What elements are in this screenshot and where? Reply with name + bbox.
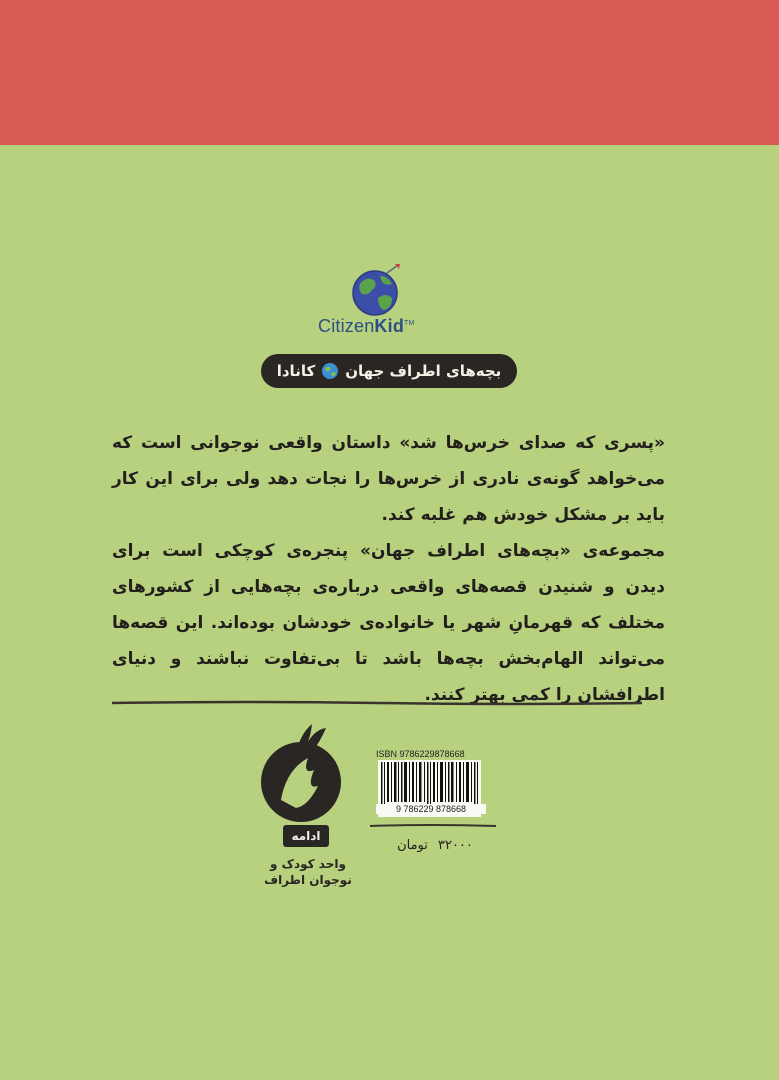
brand-name-bold: Kid — [374, 316, 405, 336]
publisher-unit-line-1: واحد کودک و — [270, 857, 346, 871]
series-country: کانادا — [276, 362, 316, 380]
top-color-band — [0, 0, 779, 145]
description-text — [112, 425, 665, 713]
citizenkid-logo — [318, 316, 458, 337]
barcode-number: 9 786229 878668 — [376, 804, 486, 814]
series-label: بچه‌های اطراف جهان — [345, 362, 502, 380]
underline-stroke — [370, 824, 496, 828]
price-label: ۳۲۰۰۰ تومان — [397, 838, 473, 853]
globe-icon — [321, 362, 339, 380]
isbn-label: ISBN 9786229878668 — [376, 749, 465, 759]
publisher-unit — [248, 856, 368, 888]
description-paragraph-2: مجموعه‌ی «بچه‌های اطراف جهان» پنجره‌ی کوچکی است برای دیدن و شنیدن قصه‌های واقعی درباره‌ی بچه‌هایی از کشورهای مختلف که قهرمانِ شهر یا خانواده‌ی خودشان بوده‌اند. این قصه‌ها می‌تواند الهام‌بخش بچه‌ها باشد تا بی‌تفاوت نباشند و دنیای اطرافشان را کمی بهتر کنند. — [112, 541, 665, 705]
globe-icon — [350, 262, 404, 318]
description-paragraph-1: «پسری که صدای خرس‌ها شد» داستان واقعی نوجوانی است که می‌خواهد گونه‌ی نادری از خرس‌ها را نجات دهد ولی برای این کار باید بر مشکل خودش هم غلبه کند. — [112, 433, 665, 525]
brand-trademark: TM — [404, 320, 415, 327]
publisher-unit-line-2: نوجوان اطراف — [264, 873, 352, 887]
divider-line — [112, 700, 642, 706]
brand-name-regular: Citizen — [318, 316, 375, 336]
publisher-name: ادامه — [283, 825, 329, 847]
series-badge — [261, 354, 517, 388]
